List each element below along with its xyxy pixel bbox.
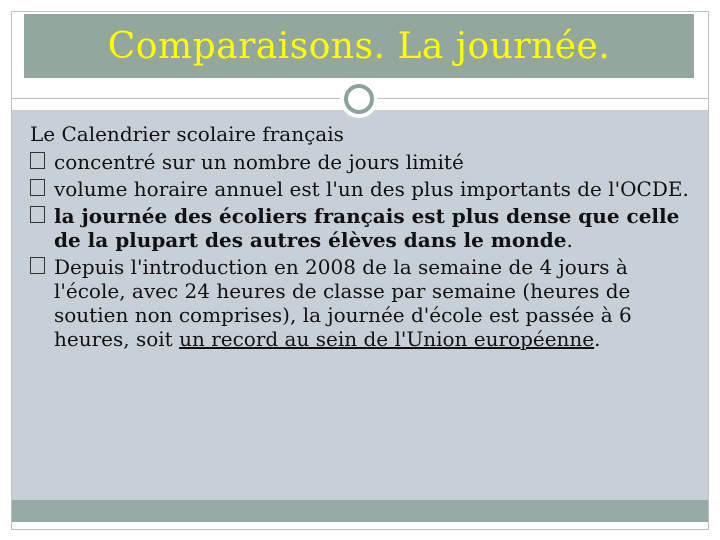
missing-glyph-box-icon (30, 152, 45, 169)
bullet-text-tail: . (594, 327, 601, 351)
bullet-item (30, 204, 690, 252)
bullet-text-lead: Depuis l'introduction en 2008 de la semaine de 4 jours à l'école, avec 24 heures de classe par semaine (heures de soutien non comprises), la journée d'école est passée à 6 heures, soit (54, 255, 632, 351)
missing-glyph-box-icon (30, 179, 45, 196)
bullet-text-underlined: un record au sein de l'Union européenne (179, 327, 595, 351)
title-band (24, 14, 694, 78)
circle-ring-inner (344, 84, 374, 114)
bullet-text: volume horaire annuel est l'un des plus importants de l'OCDE. (54, 177, 689, 201)
slide-body (30, 122, 690, 354)
bullet-item (30, 150, 690, 174)
missing-glyph-box-icon (30, 206, 45, 223)
slide-title: Comparaisons. La journée. (107, 25, 611, 67)
bullet-text-tail: . (566, 228, 573, 252)
bottom-band (12, 500, 708, 522)
bullet-item (30, 177, 690, 201)
bullet-item (30, 255, 690, 351)
circle-ring-icon (340, 80, 378, 118)
missing-glyph-box-icon (30, 257, 45, 274)
bullet-text: concentré sur un nombre de jours limité (54, 150, 464, 174)
bullet-text-bold: la journée des écoliers français est plus dense que celle de la plupart des autres élèves dans le monde (54, 204, 680, 252)
intro-line: Le Calendrier scolaire français (30, 122, 344, 146)
